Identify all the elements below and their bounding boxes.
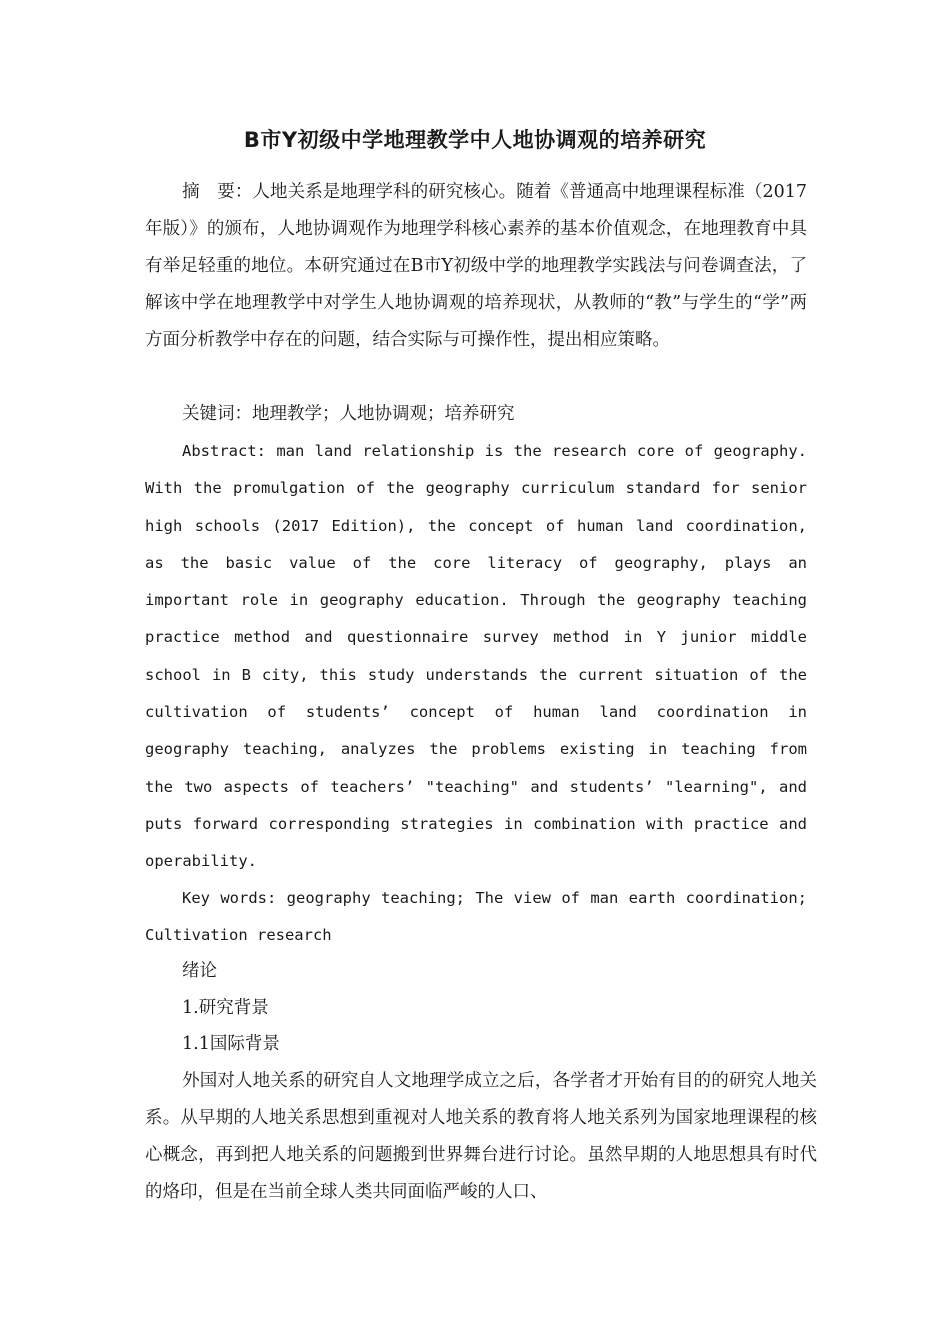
body-paragraph-text: 外国对人地关系的研究自人文地理学成立之后，各学者才开始有目的的研究人地关系。从早期的人地关系思想到重视对人地关系的教育将人地关系列为国家地理课程的核心概念，再到把人地关系的问题搬到世界舞台进行讨论。虽然早期的人地思想具有时代的烙印，但是在当前全球人类共同面临严峻的人口、 (145, 1071, 817, 1202)
section-heading-intro: 绪论 (182, 961, 217, 981)
english-keywords (145, 880, 807, 955)
english-keywords-text: Key words: geography teaching; The view of man earth coordination; Cultivation research (145, 889, 807, 945)
document-title: B市Y初级中学地理教学中人地协调观的培养研究 (243, 128, 707, 152)
chinese-abstract (145, 174, 807, 359)
chinese-keywords: 关键词：地理教学；人地协调观；培养研究 (182, 404, 515, 424)
body-paragraph (145, 1063, 817, 1211)
section-heading-background: 1.研究背景 (182, 998, 269, 1018)
chinese-abstract-text: 摘 要：人地关系是地理学科的研究核心。随着《普通高中地理课程标准（2017年版）》的颁布，人地协调观作为地理学科核心素养的基本价值观念，在地理教育中具有举足轻重的地位。本研究通过在B市Y初级中学的地理教学实践法与问卷调查法，了解该中学在地理教学中对学生人地协调观的培养现状，从教师的“教”与学生的“学”两方面分析教学中存在的问题，结合实际与可操作性，提出相应策略。 (145, 182, 807, 350)
english-abstract-text: Abstract: man land relationship is the research core of geography. With the promulgation of the geography curriculum standard for senior high schools (2017 Edition), the concept of human land coordination, as the basic value of the core literacy of geography, plays an important role in geography education. Through the geography teaching practice method and questionnaire survey method in Y junior middle school in B city, this study understands the current situation of the cultivation of students’ concept of human land coordination in geography teaching, analyzes the problems existing in teaching from the two aspects of teachers’ "teaching" and students’ "learning", and puts forward corresponding strategies in combination with practice and operability. (145, 442, 807, 871)
section-heading-international: 1.1国际背景 (182, 1034, 280, 1054)
english-abstract (145, 433, 807, 881)
